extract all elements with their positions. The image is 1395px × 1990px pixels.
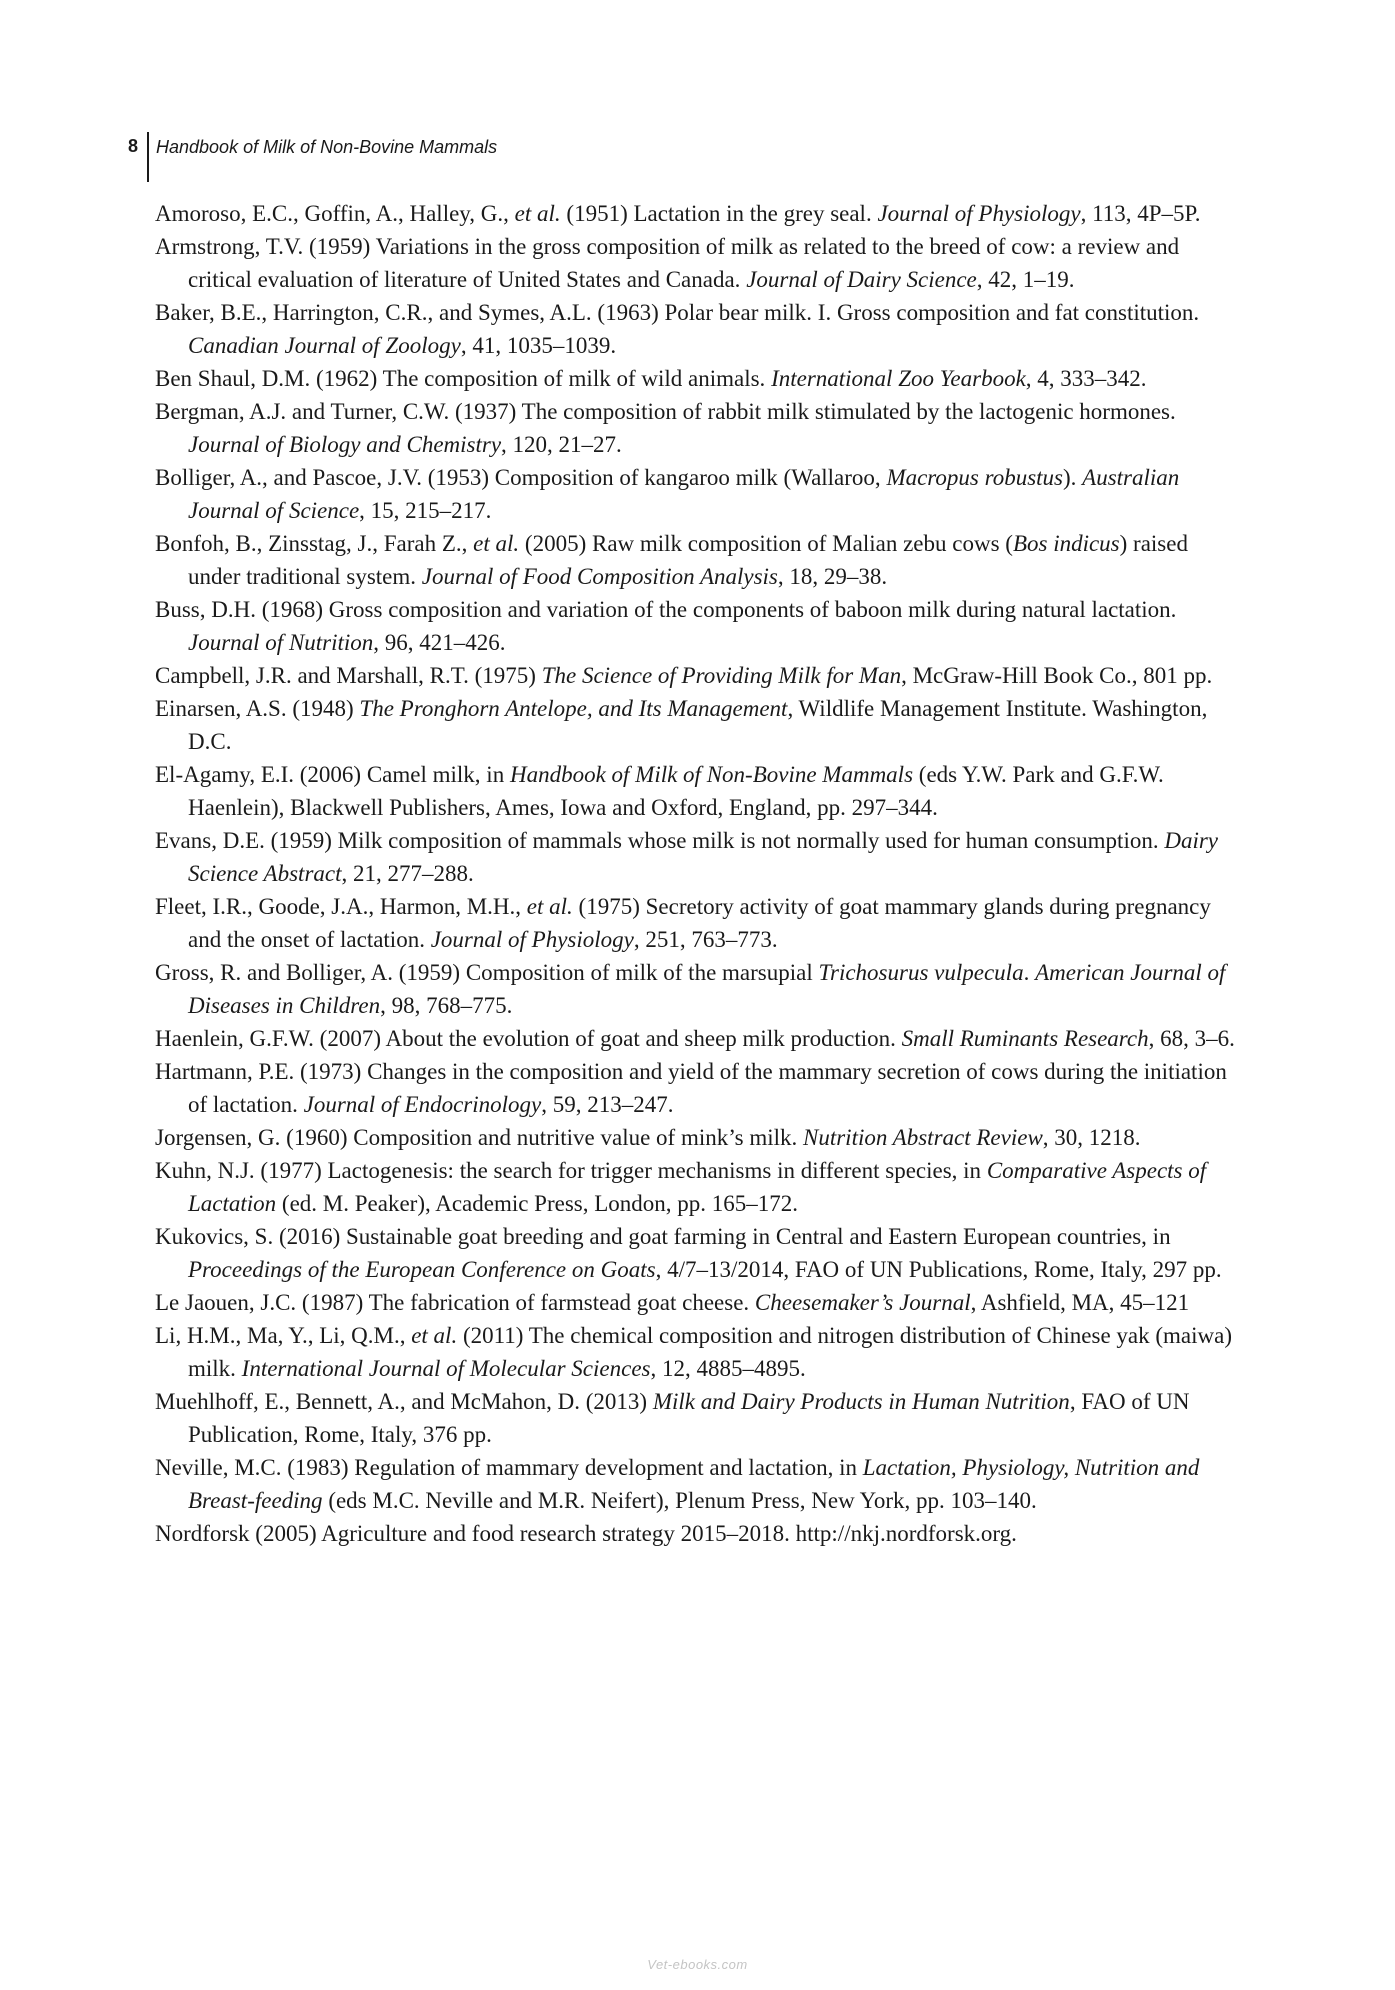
reference-text: , 12, 4885–4895. [650,1356,806,1381]
reference-text: Jorgensen, G. (1960) Composition and nutritive value of mink’s milk. [155,1125,803,1150]
reference-text: , 21, 277–288. [341,861,474,886]
reference-text: (eds M.C. Neville and M.R. Neifert), Plenum Press, New York, pp. 103–140. [322,1488,1037,1513]
reference-italic-text: Trichosurus vulpecula [818,960,1024,985]
reference-entry [155,1517,1240,1550]
reference-text: Haenlein, G.F.W. (2007) About the evolution of goat and sheep milk production. [155,1026,902,1051]
running-title: Handbook of Milk of Non-Bovine Mammals [156,137,498,157]
reference-entry [155,593,1240,659]
reference-entry [155,1220,1240,1286]
reference-italic-text: International Zoo Yearbook [771,366,1026,391]
reference-italic-text: The Science of Providing Milk for Man [541,663,902,688]
reference-entry [155,527,1240,593]
reference-text: Le Jaouen, J.C. (1987) The fabrication of farmstead goat cheese. [155,1290,755,1315]
reference-italic-text: Milk and Dairy Products in Human Nutrition [652,1389,1070,1414]
reference-text: Muehlhoff, E., Bennett, A., and McMahon, D. (2013) [155,1389,653,1414]
reference-italic-text: American Journal of Diseases in Children [188,960,1226,1018]
reference-entry [155,395,1240,461]
reference-text: Bolliger, A., and Pascoe, J.V. (1953) Composition of kangaroo milk (Wallaroo, [155,465,887,490]
reference-text: El-Agamy, E.I. (2006) Camel milk, in [155,762,510,787]
reference-entry [155,956,1240,1022]
reference-entry [155,1121,1240,1154]
reference-text: (eds Y.W. Park and G.F.W. Haenlein), Blackwell Publishers, Ames, Iowa and Oxford, England, pp. 297–344. [188,762,1164,820]
reference-text: Hartmann, P.E. (1973) Changes in the composition and yield of the mammary secretion of cows during the initiation of lactation. [155,1059,1227,1117]
reference-text: Buss, D.H. (1968) Gross composition and variation of the components of baboon milk during natural lactation. [155,597,1177,622]
reference-text: , Wildlife Management Institute. Washington, D.C. [188,696,1208,754]
reference-text: Baker, B.E., Harrington, C.R., and Symes, A.L. (1963) Polar bear milk. I. Gross composition and fat constitution. [155,300,1200,325]
reference-text: , 120, 21–27. [501,432,622,457]
reference-text: , 15, 215–217. [359,498,492,523]
reference-text: , FAO of UN Publication, Rome, Italy, 376 pp. [188,1389,1190,1447]
reference-italic-text: Handbook of Milk of Non-Bovine Mammals [509,762,914,787]
watermark: Vet-ebooks.com [647,1957,748,1972]
reference-entry [155,296,1240,362]
reference-entry [155,230,1240,296]
reference-text: Campbell, J.R. and Marshall, R.T. (1975) [155,663,542,688]
reference-text: , 68, 3–6. [1148,1026,1235,1051]
reference-text: ). [1063,465,1083,490]
reference-text: Kuhn, N.J. (1977) Lactogenesis: the search for trigger mechanisms in different species, in [155,1158,987,1183]
reference-text: Evans, D.E. (1959) Milk composition of mammals whose milk is not normally used for human consumption. [155,828,1165,853]
reference-italic-text: Small Ruminants Research [901,1026,1149,1051]
reference-text: . [1023,960,1036,985]
reference-text: Einarsen, A.S. (1948) [155,696,360,721]
reference-text: ) raised under traditional system. [188,531,1188,589]
reference-text: (2005) Raw milk composition of Malian zebu cows ( [519,531,1013,556]
reference-italic-text: Journal of Dairy Science [746,267,977,292]
reference-text: (1951) Lactation in the grey seal. [560,201,878,226]
reference-list [155,197,1240,1550]
reference-italic-text: Journal of Physiology [430,927,634,952]
reference-italic-text: The Pronghorn Antelope, and Its Management [359,696,788,721]
reference-text: (2011) The chemical composition and nitrogen distribution of Chinese yak (maiwa) milk. [188,1323,1232,1381]
reference-italic-text: Dairy Science Abstract [188,828,1219,886]
reference-entry [155,824,1240,890]
reference-text: Bergman, A.J. and Turner, C.W. (1937) The composition of rabbit milk stimulated by the lactogenic hormones. [155,399,1176,424]
reference-italic-text: et al. [411,1323,458,1348]
reference-italic-text: Lactation, Physiology, Nutrition and Breast-feeding [188,1455,1200,1513]
reference-italic-text: et al. [514,201,561,226]
reference-text: Neville, M.C. (1983) Regulation of mammary development and lactation, in [155,1455,863,1480]
reference-italic-text: International Journal of Molecular Sciences [241,1356,651,1381]
reference-text: Bonfoh, B., Zinsstag, J., Farah Z., [155,531,474,556]
reference-text: (ed. M. Peaker), Academic Press, London, pp. 165–172. [276,1191,799,1216]
reference-italic-text: Macropus robustus [886,465,1063,490]
reference-entry [155,1385,1240,1451]
reference-entry [155,1022,1240,1055]
reference-text: , 59, 213–247. [541,1092,674,1117]
reference-text: (1975) Secretory activity of goat mammary glands during pregnancy and the onset of lactation. [188,894,1211,952]
reference-text: , 30, 1218. [1042,1125,1141,1150]
reference-text: Armstrong, T.V. (1959) Variations in the gross composition of milk as related to the breed of cow: a review and critical evaluation of literature of United States and Canada. [155,234,1180,292]
reference-entry [155,1154,1240,1220]
reference-text: , McGraw-Hill Book Co., 801 pp. [901,663,1213,688]
reference-entry [155,1286,1240,1319]
reference-text: , Ashfield, MA, 45–121 [970,1290,1190,1315]
reference-entry [155,758,1240,824]
reference-entry [155,1451,1240,1517]
reference-entry [155,692,1240,758]
reference-text: , 98, 768–775. [380,993,513,1018]
reference-text: Nordforsk (2005) Agriculture and food research strategy 2015–2018. http://nkj.nordforsk.org. [155,1521,1017,1546]
reference-text: Gross, R. and Bolliger, A. (1959) Composition of milk of the marsupial [155,960,819,985]
reference-text: Fleet, I.R., Goode, J.A., Harmon, M.H., [155,894,527,919]
reference-entry [155,362,1240,395]
reference-italic-text: Journal of Nutrition [188,630,374,655]
reference-italic-text: et al. [526,894,573,919]
reference-entry [155,890,1240,956]
reference-italic-text: Proceedings of the European Conference on Goats [188,1257,656,1282]
reference-entry [155,461,1240,527]
reference-italic-text: et al. [473,531,520,556]
reference-italic-text: Journal of Biology and Chemistry [188,432,502,457]
reference-italic-text: Journal of Food Composition Analysis [421,564,778,589]
reference-text: Kukovics, S. (2016) Sustainable goat breeding and goat farming in Central and Eastern European countries, in [155,1224,1171,1249]
reference-text: , 4/7–13/2014, FAO of UN Publications, Rome, Italy, 297 pp. [655,1257,1222,1282]
reference-text: Amoroso, E.C., Goffin, A., Halley, G., [155,201,515,226]
reference-text: , 251, 763–773. [633,927,778,952]
reference-entry [155,197,1240,230]
reference-text: , 4, 333–342. [1025,366,1147,391]
reference-text: , 113, 4P–5P. [1080,201,1201,226]
reference-entry [155,1055,1240,1121]
reference-italic-text: Nutrition Abstract Review [803,1125,1043,1150]
reference-text: , 96, 421–426. [373,630,506,655]
reference-italic-text: Bos indicus [1012,531,1120,556]
header-divider [147,132,149,182]
reference-italic-text: Journal of Endocrinology [303,1092,542,1117]
reference-text: , 42, 1–19. [976,267,1075,292]
reference-text: , 41, 1035–1039. [460,333,617,358]
reference-italic-text: Canadian Journal of Zoology [188,333,461,358]
page-number: 8 [127,136,138,156]
reference-entry [155,659,1240,692]
reference-italic-text: Journal of Physiology [877,201,1081,226]
reference-text: , 18, 29–38. [777,564,888,589]
reference-italic-text: Comparative Aspects of Lactation [188,1158,1207,1216]
reference-italic-text: Australian Journal of Science [188,465,1180,523]
reference-entry [155,1319,1240,1385]
reference-text: Ben Shaul, D.M. (1962) The composition of milk of wild animals. [155,366,772,391]
reference-italic-text: Cheesemaker’s Journal [754,1290,971,1315]
reference-text: Li, H.M., Ma, Y., Li, Q.M., [155,1323,412,1348]
